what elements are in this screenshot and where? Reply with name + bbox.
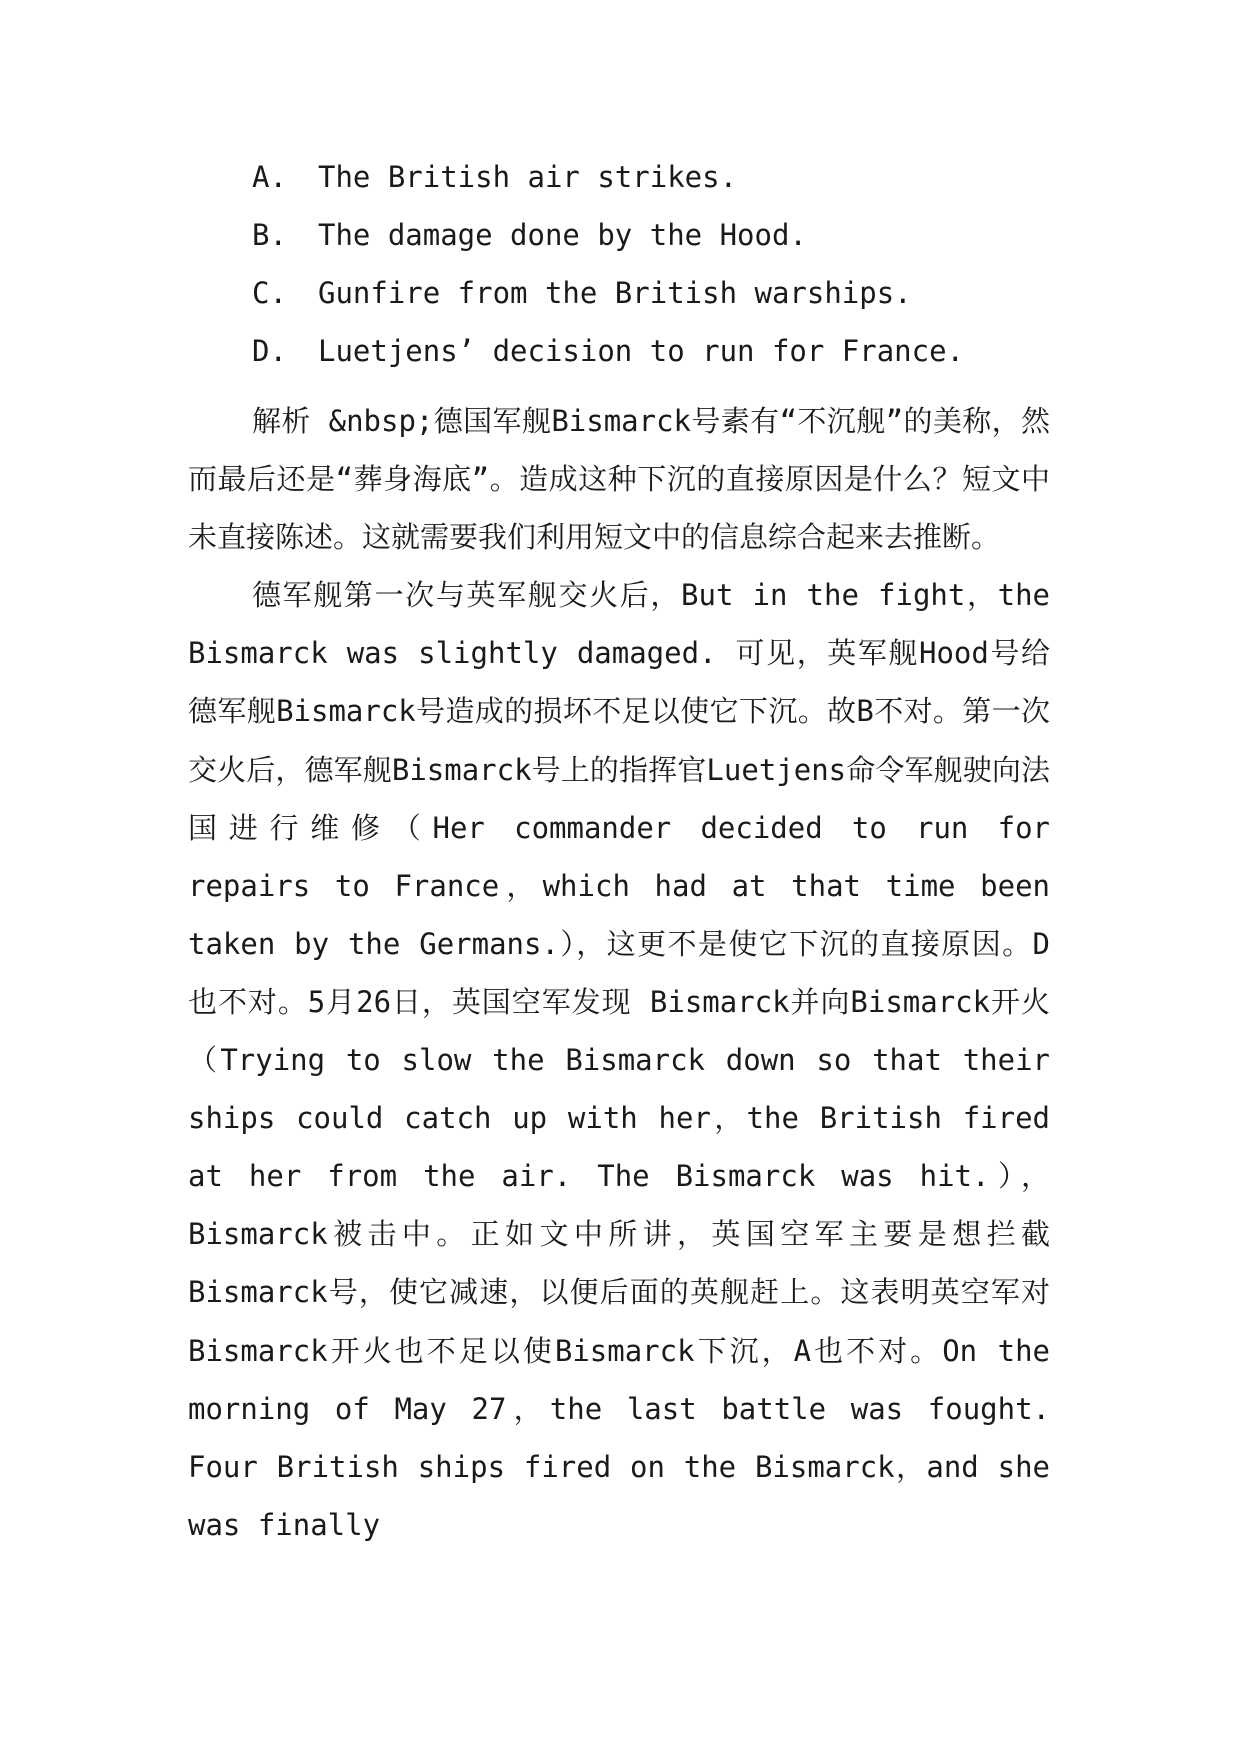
- option-letter: D.: [252, 334, 287, 368]
- option-text: Gunfire from the British warships.: [318, 276, 912, 310]
- option-text: Luetjens’ decision to run for France.: [318, 334, 965, 368]
- option-text: The damage done by the Hood.: [318, 218, 807, 252]
- option-b: [252, 218, 964, 276]
- option-letter: B.: [252, 218, 287, 252]
- option-d: [252, 334, 964, 392]
- option-c: [252, 276, 964, 334]
- analysis-paragraph: 德军舰第一次与英军舰交火后，But in the fight，the Bismarck was slightly damaged. 可见，英军舰Hood号给德军舰Bismarck号造成的损坏不足以使它下沉。故B不对。第一次交火后，德军舰Bismarck号上的指挥官Luetjens命令军舰驶向法国进行维修（Her commander decided to run for repairs to France，which had at that time been taken by the Germans.），这更不是使它下沉的直接原因。D也不对。5月26日，英国空军发现 Bismarck并向Bismarck开火（Trying to slow the Bismarck down so that their ships could catch up with her，the British fired at her from the air. The Bismarck was hit.），Bismarck被击中。正如文中所讲，英国空军主要是想拦截Bismarck号，使它减速，以便后面的英舰赶上。这表明英空军对 Bismarck开火也不足以使Bismarck下沉，A也不对。On the morning of May 27，the last battle was fought. Four British ships fired on the Bismarck，and she was finally: [188, 578, 1050, 1542]
- option-letter: C.: [252, 276, 287, 310]
- option-text: The British air strikes.: [318, 160, 738, 194]
- answer-options: [252, 160, 964, 392]
- analysis-section: [188, 392, 1050, 1554]
- analysis-paragraph: 解析 &nbsp;德国军舰Bismarck号素有“不沉舰”的美称，然而最后还是“葬身海底”。造成这种下沉的直接原因是什么？短文中未直接陈述。这就需要我们利用短文中的信息综合起来去推断。: [188, 404, 1050, 555]
- option-letter: A.: [252, 160, 287, 194]
- option-a: [252, 160, 964, 218]
